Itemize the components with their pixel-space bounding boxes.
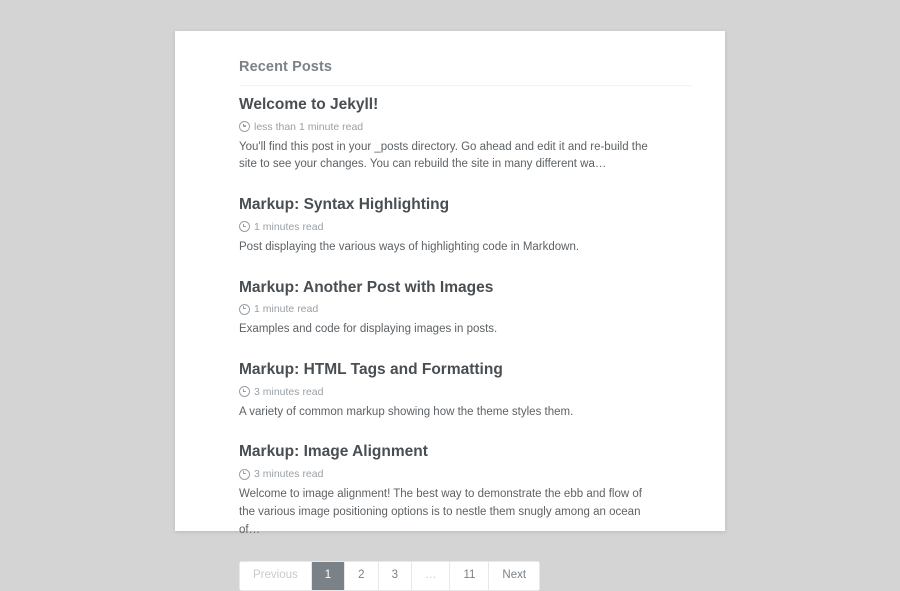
post-title-link[interactable]: Welcome to Jekyll! bbox=[239, 96, 379, 113]
post-title-link[interactable]: Markup: Another Post with Images bbox=[239, 278, 494, 296]
pagination-next[interactable]: Next bbox=[489, 562, 539, 590]
pagination-page-3[interactable]: 3 bbox=[379, 562, 411, 590]
page-title: Recent Posts bbox=[239, 59, 691, 86]
pagination-next-item bbox=[489, 562, 539, 590]
read-time-label: 1 minutes read bbox=[254, 220, 324, 233]
list-item bbox=[239, 361, 691, 421]
pagination-page-1[interactable]: 1 bbox=[312, 562, 344, 590]
pagination bbox=[239, 561, 540, 591]
list-item bbox=[239, 196, 691, 256]
list-item bbox=[239, 443, 691, 539]
post-title-link[interactable]: Markup: Image Alignment bbox=[239, 443, 428, 461]
content-container bbox=[175, 31, 725, 591]
post-excerpt: Welcome to image alignment! The best way to demonstrate the ebb and flow of the various image positioning options is to nestle them snugly among an ocean of… bbox=[239, 488, 642, 536]
clock-icon bbox=[239, 386, 250, 397]
list-item bbox=[239, 96, 691, 174]
pagination-ellipsis-item bbox=[412, 562, 451, 590]
read-time-label: less than 1 minute read bbox=[254, 120, 364, 133]
clock-icon bbox=[239, 221, 250, 232]
post-title-link[interactable]: Markup: Syntax Highlighting bbox=[239, 196, 450, 214]
post-title-link[interactable]: Markup: HTML Tags and Formatting bbox=[239, 361, 503, 379]
pagination-ellipsis: … bbox=[412, 562, 450, 590]
pagination-previous[interactable]: Previous bbox=[240, 562, 311, 590]
pagination-page-item bbox=[379, 562, 412, 590]
post-excerpt: A variety of common markup showing how the theme styles them. bbox=[239, 405, 574, 418]
post-meta bbox=[239, 468, 691, 480]
pagination-page-item bbox=[450, 562, 489, 590]
pagination-container bbox=[239, 561, 691, 591]
pagination-previous-item bbox=[240, 562, 312, 590]
post-meta bbox=[239, 303, 691, 315]
post-meta bbox=[239, 386, 691, 398]
post-excerpt: You'll find this post in your _posts directory. Go ahead and edit it and re-build the site to see your changes. You can rebuild the site in many different wa… bbox=[239, 140, 648, 171]
list-item bbox=[239, 279, 691, 339]
pagination-page-item bbox=[345, 562, 378, 590]
post-excerpt: Examples and code for displaying images in posts. bbox=[239, 323, 498, 336]
clock-icon bbox=[239, 121, 250, 132]
pagination-page-item bbox=[312, 562, 345, 590]
pagination-page-2[interactable]: 2 bbox=[345, 562, 377, 590]
pagination-page-11[interactable]: 11 bbox=[450, 562, 488, 590]
read-time-label: 3 minutes read bbox=[254, 385, 324, 398]
post-meta bbox=[239, 121, 691, 133]
clock-icon bbox=[239, 469, 250, 480]
page-card bbox=[175, 31, 725, 582]
read-time-label: 1 minute read bbox=[254, 303, 319, 316]
clock-icon bbox=[239, 304, 250, 315]
read-time-label: 3 minutes read bbox=[254, 468, 324, 481]
post-excerpt: Post displaying the various ways of highlighting code in Markdown. bbox=[239, 240, 580, 253]
post-meta bbox=[239, 221, 691, 233]
